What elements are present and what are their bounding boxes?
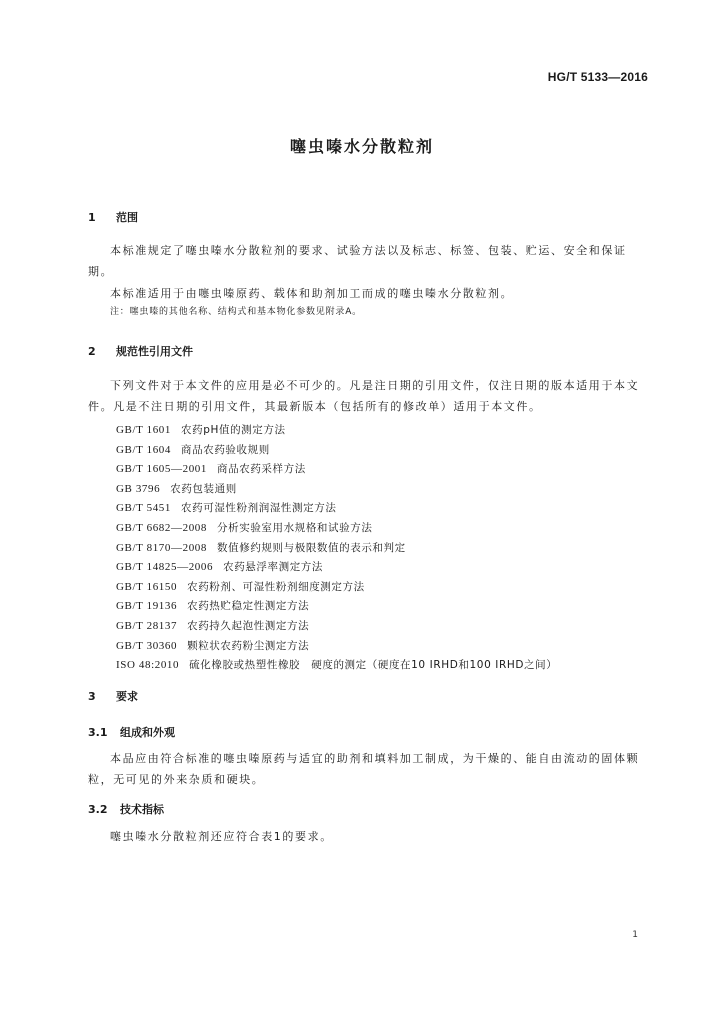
reference-code: GB/T 5451 [116, 502, 172, 515]
reference-item [116, 421, 656, 441]
page-number: 1 [632, 930, 638, 940]
document-title: 噻虫嗪水分散粒剂 [289, 137, 434, 156]
reference-item [116, 558, 656, 578]
reference-code: GB/T 1604 [116, 443, 172, 456]
reference-code: GB/T 30360 [116, 639, 178, 652]
section-title: 范围 [116, 211, 138, 224]
reference-item [116, 499, 656, 519]
section-number: 3.1 [88, 726, 108, 739]
reference-code: GB/T 1605—2001 [116, 463, 208, 476]
reference-title: 商品农药验收规则 [181, 443, 270, 456]
section-3-heading [88, 688, 138, 704]
section-1-note: 注：噻虫嗪的其他名称、结构式和基本物化参数见附录A。 [110, 307, 362, 317]
reference-title: 农药包装通则 [170, 482, 237, 495]
reference-title: 商品农药采样方法 [217, 463, 306, 476]
reference-item [116, 656, 656, 676]
reference-item [116, 519, 656, 539]
section-title: 规范性引用文件 [116, 345, 193, 358]
reference-title: 硫化橡胶或热塑性橡胶 硬度的测定（硬度在10 IRHD和100 IRHD之间） [189, 659, 558, 672]
section-number: 3.2 [88, 803, 108, 816]
section-3-2-paragraph: 噻虫嗪水分散粒剂还应符合表1的要求。 [110, 830, 333, 843]
reference-title: 农药热贮稳定性测定方法 [187, 600, 310, 613]
reference-item [116, 441, 656, 461]
reference-item [116, 460, 656, 480]
section-3-1-heading [88, 724, 175, 740]
reference-code: GB 3796 [116, 482, 161, 495]
section-1-heading [88, 209, 138, 225]
reference-code: GB/T 1601 [116, 424, 172, 436]
section-2-heading [88, 343, 193, 359]
section-3-2-heading [88, 801, 164, 817]
section-1-paragraph-2: 本标准适用于由噻虫嗪原药、载体和助剂加工而成的噻虫嗪水分散粒剂。 [110, 287, 514, 300]
reference-title: 农药持久起泡性测定方法 [187, 619, 310, 632]
normative-references-list [116, 421, 656, 676]
section-number: 1 [88, 211, 96, 224]
reference-item [116, 617, 656, 637]
reference-code: ISO 48:2010 [116, 659, 180, 672]
standard-code: HG/T 5133—2016 [547, 70, 648, 84]
reference-item [116, 578, 656, 598]
reference-code: GB/T 6682—2008 [116, 521, 208, 534]
section-title: 要求 [116, 690, 138, 703]
section-title: 技术指标 [120, 803, 164, 816]
section-number: 2 [88, 345, 96, 358]
reference-code: GB/T 19136 [116, 600, 178, 613]
section-2-intro: 下列文件对于本文件的应用是必不可少的。凡是注日期的引用文件，仅注日期的版本适用于本文件。凡是不注日期的引用文件，其最新版本（包括所有的修改单）适用于本文件。 [88, 379, 640, 413]
section-number: 3 [88, 690, 96, 703]
reference-title: 分析实验室用水规格和试验方法 [217, 521, 373, 534]
section-1-paragraph-1: 本标准规定了噻虫嗪水分散粒剂的要求、试验方法以及标志、标签、包装、贮运、安全和保证期。 [88, 244, 627, 278]
reference-title: 农药pH值的测定方法 [181, 424, 286, 436]
reference-item [116, 637, 656, 657]
reference-title: 农药可湿性粉剂润湿性测定方法 [181, 502, 337, 515]
reference-title: 农药粉剂、可湿性粉剂细度测定方法 [187, 580, 365, 593]
reference-code: GB/T 8170—2008 [116, 541, 208, 554]
reference-code: GB/T 28137 [116, 619, 178, 632]
reference-title: 颗粒状农药粉尘测定方法 [187, 639, 310, 652]
reference-title: 数值修约规则与极限数值的表示和判定 [217, 541, 406, 554]
reference-code: GB/T 16150 [116, 580, 178, 593]
reference-item [116, 597, 656, 617]
reference-item [116, 539, 656, 559]
reference-code: GB/T 14825—2006 [116, 561, 214, 574]
section-title: 组成和外观 [120, 726, 175, 739]
section-3-1-paragraph: 本品应由符合标准的噻虫嗪原药与适宜的助剂和填料加工制成，为干燥的、能自由流动的固体颗粒，无可见的外来杂质和硬块。 [88, 752, 640, 786]
reference-item [116, 480, 656, 500]
reference-title: 农药悬浮率测定方法 [223, 561, 324, 574]
